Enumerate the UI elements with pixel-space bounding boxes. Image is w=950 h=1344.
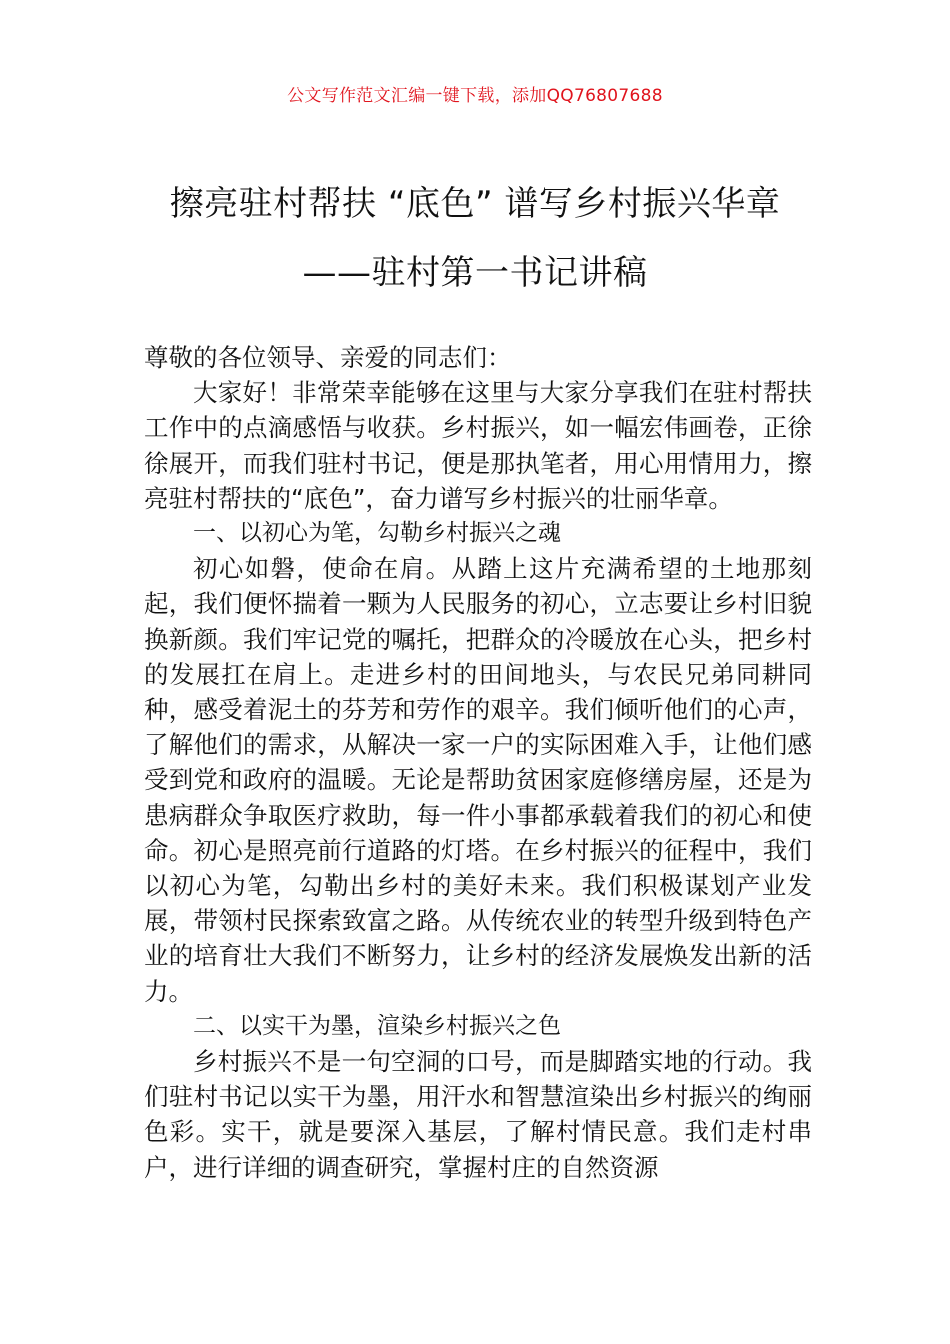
salutation: 尊敬的各位领导、亲爱的同志们：: [144, 343, 512, 372]
download-banner: 公文写作范文汇编一键下载，添加QQ76807688: [287, 86, 663, 106]
document-body: [144, 340, 812, 1185]
document-subtitle: ——驻村第一书记讲稿: [302, 253, 648, 293]
document-title: 擦亮驻村帮扶 “底色” 谱写乡村振兴华章: [169, 184, 781, 224]
intro-paragraph: 大家好！非常荣幸能够在这里与大家分享我们在驻村帮扶工作中的点滴感悟与收获。乡村振兴，如一幅宏伟画卷，正徐徐展开，而我们驻村书记，便是那执笔者，用心用情用力，擦亮驻村帮扶的“底色”，奋力谱写乡村振兴的壮丽华章。: [144, 378, 812, 513]
section-heading-2: 二、以实干为墨，渲染乡村振兴之色: [193, 1012, 561, 1039]
section-paragraph-1: 初心如磐，使命在肩。从踏上这片充满希望的土地那刻起，我们便怀揣着一颗为人民服务的初心，立志要让乡村旧貌换新颜。我们牢记党的嘱托，把群众的冷暖放在心头，把乡村的发展扛在肩上。走进乡村的田间地头，与农民兄弟同耕同种，感受着泥土的芬芳和劳作的艰辛。我们倾听他们的心声，了解他们的需求，从解决一家一户的实际困难入手，让他们感受到党和政府的温暖。无论是帮助贫困家庭修缮房屋，还是为患病群众争取医疗救助，每一件小事都承载着我们的初心和使命。初心是照亮前行道路的灯塔。在乡村振兴的征程中，我们以初心为笔，勾勒出乡村的美好未来。我们积极谋划产业发展，带领村民探索致富之路。从传统农业的转型升级到特色产业的培育壮大我们不断努力，让乡村的经济发展焕发出新的活力。: [144, 554, 812, 1006]
section-heading-1: 一、以初心为笔，勾勒乡村振兴之魂: [193, 520, 561, 547]
section-paragraph-2: 乡村振兴不是一句空洞的口号，而是脚踏实地的行动。我们驻村书记以实干为墨，用汗水和智慧渲染出乡村振兴的绚丽色彩。实干，就是要深入基层，了解村情民意。我们走村串户，进行详细的调查研究，掌握村庄的自然资源: [144, 1047, 812, 1182]
